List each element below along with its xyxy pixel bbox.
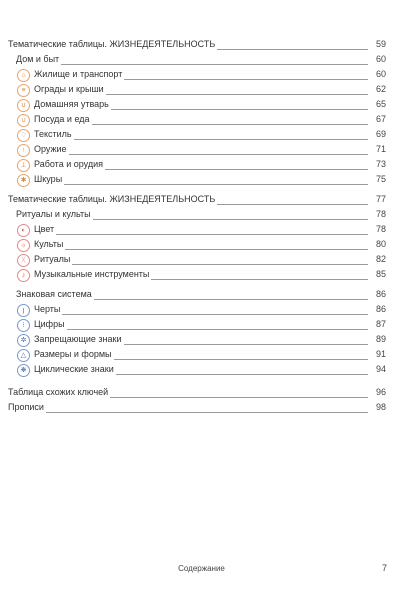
toc-page-number: 65 bbox=[375, 99, 386, 109]
toc-item bbox=[16, 113, 386, 126]
toc-entry-label: Работа и орудия bbox=[16, 158, 105, 171]
toc-page-number: 86 bbox=[375, 289, 386, 299]
hide-icon: ✱ bbox=[17, 174, 30, 187]
toc-page-number: 67 bbox=[375, 114, 386, 124]
color-icon: ◐ bbox=[17, 224, 30, 237]
toc-entry-label: Запрещающие знаки bbox=[16, 333, 124, 346]
weapon-icon: ↑ bbox=[17, 144, 30, 157]
toc-page-number: 60 bbox=[375, 69, 386, 79]
toc-page-number: 86 bbox=[375, 304, 386, 314]
toc-entry-label: Жилище и транспорт bbox=[16, 68, 124, 81]
toc-subsection-home bbox=[16, 53, 386, 66]
toc-item bbox=[16, 348, 386, 361]
toc-page-number: 77 bbox=[375, 194, 386, 204]
toc-entry-label: Тематические таблицы. ЖИЗНЕДЕЯТЕЛЬНОСТЬ bbox=[8, 39, 216, 49]
house-icon: ⌂ bbox=[17, 69, 30, 82]
toc-entry-label: Цвет bbox=[16, 223, 56, 236]
cult-icon: ☼ bbox=[17, 239, 30, 252]
toc-entry-label: Оружие bbox=[16, 143, 69, 156]
toc-page-number: 89 bbox=[375, 334, 386, 344]
toc-entry-label: Черты bbox=[16, 303, 62, 316]
toc-entry-label: Музыкальные инструменты bbox=[16, 268, 151, 281]
cycle-icon: ❋ bbox=[17, 364, 30, 377]
toc-item bbox=[16, 268, 386, 281]
shapes-icon: △ bbox=[17, 349, 30, 362]
toc-entry-label: Размеры и формы bbox=[16, 348, 114, 361]
toc-section-living bbox=[8, 38, 386, 51]
toc-page-number: 69 bbox=[375, 129, 386, 139]
toc-entry-label: Прописи bbox=[8, 402, 44, 412]
toc-entry-label: Ритуалы bbox=[16, 253, 72, 266]
toc-item bbox=[16, 128, 386, 141]
music-icon: ♪ bbox=[17, 269, 30, 282]
toc-page-number: 91 bbox=[375, 349, 386, 359]
toc-entry-label: Текстиль bbox=[16, 128, 74, 141]
toc-page-number: 60 bbox=[375, 54, 386, 64]
tool-icon: ⊥ bbox=[17, 159, 30, 172]
digits-icon: ⁝ bbox=[17, 319, 30, 332]
toc-page-number: 75 bbox=[375, 174, 386, 184]
toc-item bbox=[16, 173, 386, 186]
toc-subsection-ritual bbox=[16, 208, 386, 221]
fence-icon: ≡ bbox=[17, 84, 30, 97]
toc-entry-label: Посуда и еда bbox=[16, 113, 92, 126]
toc-page-number: 62 bbox=[375, 84, 386, 94]
toc-entry-label: Домашняя утварь bbox=[16, 98, 111, 111]
toc-page-number: 82 bbox=[375, 254, 386, 264]
toc-page-number: 94 bbox=[375, 364, 386, 374]
toc-page-number: 87 bbox=[375, 319, 386, 329]
toc-entry-label: Цифры bbox=[16, 318, 67, 331]
toc-page-number: 59 bbox=[375, 39, 386, 49]
toc-item bbox=[16, 98, 386, 111]
stroke-icon: ȷ bbox=[17, 304, 30, 317]
toc-subsection-sign bbox=[16, 288, 386, 301]
toc-entry-label: Знаковая система bbox=[16, 289, 92, 299]
toc-page-number: 96 bbox=[375, 387, 386, 397]
toc-page-number: 78 bbox=[375, 209, 386, 219]
toc-page-number: 78 bbox=[375, 224, 386, 234]
toc-item bbox=[16, 143, 386, 156]
toc-page-number: 85 bbox=[375, 269, 386, 279]
toc-item bbox=[16, 253, 386, 266]
toc-entry-label: Ограды и крыши bbox=[16, 83, 106, 96]
dish-icon: ∪ bbox=[17, 114, 30, 127]
toc-item bbox=[16, 363, 386, 376]
toc-entry-label: Ритуалы и культы bbox=[16, 209, 91, 219]
toc-item bbox=[16, 318, 386, 331]
toc-section-living-2 bbox=[8, 193, 386, 206]
toc-item bbox=[16, 303, 386, 316]
toc-page-number: 71 bbox=[375, 144, 386, 154]
toc-entry-label: Шкуры bbox=[16, 173, 64, 186]
toc-page-number: 73 bbox=[375, 159, 386, 169]
footer-title: Содержание bbox=[178, 564, 225, 573]
footer-page-number: 7 bbox=[381, 563, 387, 573]
toc-page-number: 98 bbox=[375, 402, 386, 412]
toc-page-number: 80 bbox=[375, 239, 386, 249]
toc-entry-label: Культы bbox=[16, 238, 65, 251]
textile-icon: ♢ bbox=[17, 129, 30, 142]
toc-entry-label: Циклические знаки bbox=[16, 363, 116, 376]
toc-entry-label: Дом и быт bbox=[16, 54, 60, 64]
toc-section-similar-keys bbox=[8, 386, 386, 399]
toc-item bbox=[16, 223, 386, 236]
ritual-icon: ᚷ bbox=[17, 254, 30, 267]
toc-item bbox=[16, 238, 386, 251]
toc-item bbox=[16, 158, 386, 171]
utensil-icon: ʊ bbox=[17, 99, 30, 112]
toc-item bbox=[16, 333, 386, 346]
toc-item bbox=[16, 83, 386, 96]
prohibit-icon: ✲ bbox=[17, 334, 30, 347]
toc-section-copybooks bbox=[8, 401, 386, 414]
toc-item bbox=[16, 68, 386, 81]
toc-entry-label: Тематические таблицы. ЖИЗНЕДЕЯТЕЛЬНОСТЬ bbox=[8, 194, 216, 204]
toc-entry-label: Таблица схожих ключей bbox=[8, 387, 109, 397]
